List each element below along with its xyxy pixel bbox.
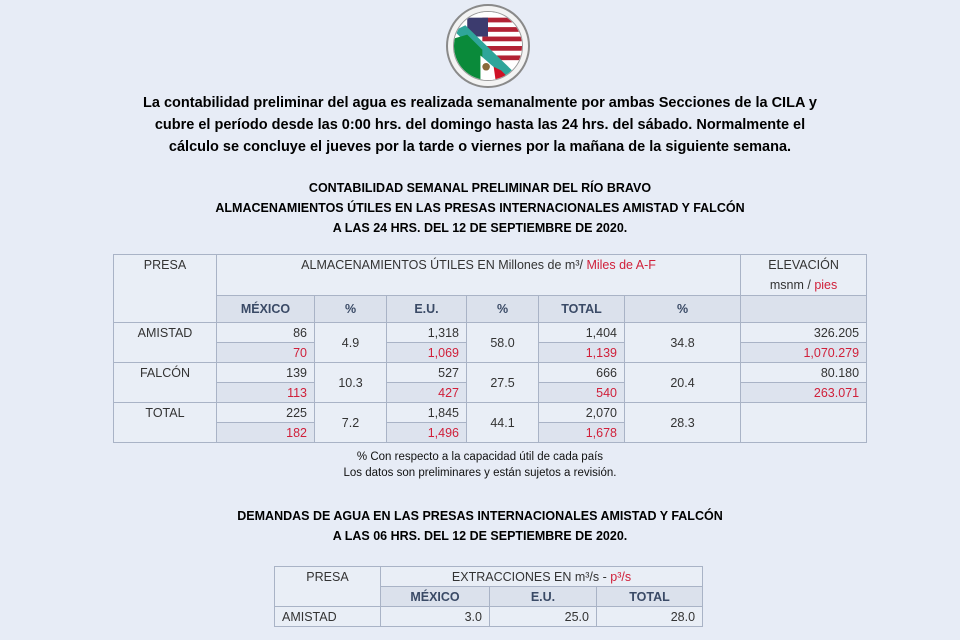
header-elevation-alt: pies (814, 278, 838, 292)
mexico-af: 70 (217, 343, 315, 363)
storage-table (113, 254, 867, 443)
col-eu: E.U. (490, 587, 597, 607)
header-extractions-label: EXTRACCIONES EN m³/s - (451, 569, 611, 584)
total-pct: 20.4 (625, 363, 741, 403)
table-row (114, 323, 867, 343)
col-elevation-blank (741, 296, 867, 323)
total-pct: 28.3 (625, 403, 741, 443)
intro-line: cálculo se concluye el jueves por la tarde o viernes por la mañana de la siguiente semana. (168, 139, 792, 155)
header-elevation-label: ELEVACIÓN (768, 258, 839, 272)
eu-value: 1,318 (387, 323, 467, 343)
mexico-value: 86 (217, 323, 315, 343)
header-presa: PRESA (275, 567, 381, 607)
table-row (275, 607, 703, 627)
col-mexico: MÉXICO (381, 587, 490, 607)
total-af: 540 (539, 383, 625, 403)
eu-pct: 27.5 (467, 363, 539, 403)
header-elevation-unit: msnm / (769, 278, 815, 292)
total-value: 1,404 (539, 323, 625, 343)
header-extractions-alt: p³/s (610, 569, 632, 584)
mexico-value: 225 (217, 403, 315, 423)
mexico-pct: 7.2 (315, 403, 387, 443)
storage-title-line: ALMACENAMIENTOS ÚTILES EN LAS PRESAS INTERNACIONALES AMISTAD Y FALCÓN (215, 201, 745, 215)
table-row (114, 403, 867, 423)
demands-title-line: DEMANDAS DE AGUA EN LAS PRESAS INTERNACIONALES AMISTAD Y FALCÓN (237, 509, 723, 523)
header-storage-label: ALMACENAMIENTOS ÚTILES EN Millones de m³/ (301, 258, 587, 272)
demands-title (150, 506, 810, 546)
elevation-blank (741, 403, 867, 443)
col-mexico-pct: % (315, 296, 387, 323)
eu-pct: 58.0 (467, 323, 539, 363)
cila-seal-icon (453, 11, 523, 81)
row-name: FALCÓN (114, 363, 217, 403)
header-storage (217, 255, 741, 296)
mexico-pct: 4.9 (315, 323, 387, 363)
eu-value: 527 (387, 363, 467, 383)
row-name: AMISTAD (114, 323, 217, 363)
total-pct: 34.8 (625, 323, 741, 363)
demands-table (274, 566, 703, 627)
cila-seal-logo (446, 4, 530, 88)
intro-paragraph (100, 92, 860, 158)
mexico-value: 3.0 (381, 607, 490, 627)
mexico-value: 139 (217, 363, 315, 383)
elevation-ft: 263.071 (741, 383, 867, 403)
intro-line: cubre el período desde las 0:00 hrs. del domingo hasta las 24 hrs. del sábado. Normalmente el (154, 117, 806, 133)
col-eu: E.U. (387, 296, 467, 323)
table-row (114, 363, 867, 383)
storage-title-line: CONTABILIDAD SEMANAL PRELIMINAR DEL RÍO BRAVO (308, 181, 652, 195)
col-total-pct: % (625, 296, 741, 323)
col-eu-pct: % (467, 296, 539, 323)
col-mexico: MÉXICO (217, 296, 315, 323)
header-storage-alt: Miles de A-F (586, 258, 656, 272)
storage-title (150, 178, 810, 238)
total-af: 1,139 (539, 343, 625, 363)
row-name: AMISTAD (275, 607, 381, 627)
row-name: TOTAL (114, 403, 217, 443)
eu-value: 1,845 (387, 403, 467, 423)
header-extractions (381, 567, 703, 587)
total-value: 666 (539, 363, 625, 383)
mexico-af: 113 (217, 383, 315, 403)
demands-title-line: A LAS 06 HRS. DEL 12 DE SEPTIEMBRE DE 2020. (332, 529, 628, 543)
intro-line: La contabilidad preliminar del agua es realizada semanalmente por ambas Secciones de la CILA y (143, 95, 817, 111)
eu-af: 1,069 (387, 343, 467, 363)
mexico-pct: 10.3 (315, 363, 387, 403)
eu-value: 25.0 (490, 607, 597, 627)
col-total: TOTAL (597, 587, 703, 607)
eu-pct: 44.1 (467, 403, 539, 443)
elevation-m: 80.180 (741, 363, 867, 383)
col-total: TOTAL (539, 296, 625, 323)
elevation-m: 326.205 (741, 323, 867, 343)
mexico-af: 182 (217, 423, 315, 443)
eu-af: 427 (387, 383, 467, 403)
total-af: 1,678 (539, 423, 625, 443)
note-line: % Con respecto a la capacidad útil de cada país (356, 451, 604, 463)
note-line: Los datos son preliminares y están sujetos a revisión. (343, 467, 617, 479)
header-presa: PRESA (114, 255, 217, 323)
header-elevation (741, 255, 867, 296)
storage-title-line: A LAS 24 HRS. DEL 12 DE SEPTIEMBRE DE 2020. (332, 221, 628, 235)
elevation-ft: 1,070.279 (741, 343, 867, 363)
eu-af: 1,496 (387, 423, 467, 443)
storage-notes (250, 449, 710, 481)
total-value: 2,070 (539, 403, 625, 423)
total-value: 28.0 (597, 607, 703, 627)
